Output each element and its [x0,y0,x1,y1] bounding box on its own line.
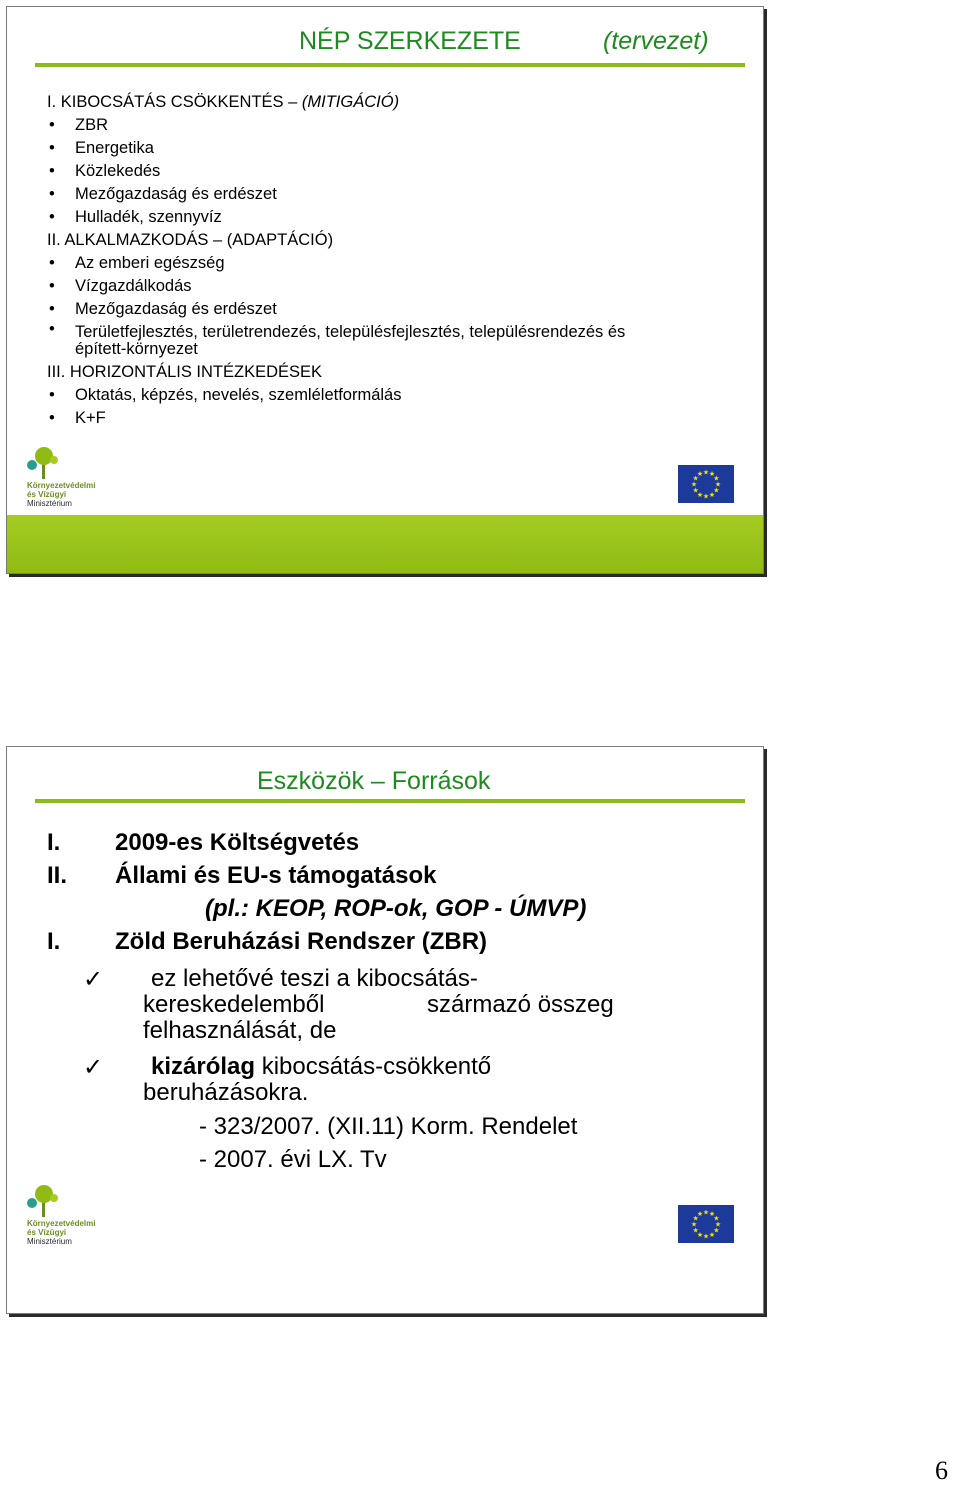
title-divider [35,63,745,67]
list-number: II. [47,862,68,889]
check-item-text: beruházásokra. [143,1079,309,1106]
eu-star-icon: ★ [692,475,699,483]
list-item: • Vízgazdálkodás [47,275,625,298]
logo-text: Környezetvédelmi [27,1219,96,1228]
list-item: • Hulladék, szennyvíz [47,206,625,229]
eu-star-icon: ★ [696,1231,704,1239]
slide-nep-szerkezete [6,6,764,574]
check-item-text: ez lehetővé teszi a kibocsátás- [151,965,478,992]
eu-flag-icon [678,1205,734,1243]
eu-star-icon: ★ [692,1215,699,1223]
eu-star-icon: ★ [714,481,722,489]
slide-title: Eszközök – Források [257,767,491,795]
eu-star-icon: ★ [696,1211,704,1219]
eu-star-icon: ★ [713,487,720,495]
eu-star-icon: ★ [696,471,704,479]
list-item: Állami és EU-s támogatások [115,862,437,889]
footer-band [7,515,763,573]
list-subitem: (pl.: KEOP, ROP-ok, GOP - ÚMVP) [205,895,587,922]
eu-star-icon: ★ [713,475,720,483]
section-heading: I. KIBOCSÁTÁS CSÖKKENTÉS – (MITIGÁCIÓ) [47,93,400,111]
list-number: I. [47,829,61,856]
eu-star-icon: ★ [702,1209,710,1217]
reference-text: - 323/2007. (XII.11) Korm. Rendelet [199,1113,578,1140]
title-divider [35,799,745,803]
tree-logo-icon [25,445,107,479]
checkmark-icon: ✓ [83,1054,104,1081]
ministry-logo [25,1183,107,1247]
list-item: • Oktatás, képzés, nevelés, szemléletformálás [47,384,625,407]
list-item: • Közlekedés [47,160,625,183]
eu-star-icon: ★ [708,1231,716,1239]
list-item: • Területfejlesztés, területrendezés, településfejlesztés, településrendezés és épített-környezet [47,321,625,361]
eu-star-icon: ★ [713,1215,720,1223]
list-item: • Az emberi egészség [47,252,625,275]
eu-star-icon: ★ [702,493,710,501]
slide-body [47,91,625,430]
logo-text: Környezetvédelmi [27,481,96,490]
slide-title: NÉP SZERKEZETE [299,27,521,55]
list-item: • Mezőgazdaság és erdészet [47,298,625,321]
eu-star-icon: ★ [690,481,698,489]
logo-text: Minisztérium [27,499,72,508]
logo-text: és Vízügyi [27,490,67,499]
eu-star-icon: ★ [708,471,716,479]
eu-star-icon: ★ [696,491,704,499]
list-number: I. [47,928,61,955]
eu-flag-icon [678,465,734,503]
check-item-text: kizárólag kibocsátás-csökkentő [151,1053,492,1080]
logo-text: Minisztérium [27,1237,72,1246]
list-item: • K+F [47,407,625,430]
list-item: Zöld Beruházási Rendszer (ZBR) [115,928,488,955]
logo-text: és Vízügyi [27,1228,67,1237]
eu-star-icon: ★ [708,1211,716,1219]
section-heading: III. HORIZONTÁLIS INTÉZKEDÉSEK [47,363,323,381]
eu-star-icon: ★ [708,491,716,499]
eu-star-icon: ★ [692,487,699,495]
reference-text: - 2007. évi LX. Tv [199,1146,387,1173]
section-heading: II. ALKALMAZKODÁS – (ADAPTÁCIÓ) [47,231,334,249]
eu-star-icon: ★ [713,1227,720,1235]
check-item-text: származó összeg [427,991,614,1018]
eu-star-icon: ★ [714,1221,722,1229]
check-item-text: kereskedelemből [143,991,325,1018]
list-item: • Energetika [47,137,625,160]
tree-logo-icon [25,1183,107,1217]
checkmark-icon: ✓ [83,966,104,993]
eu-star-icon: ★ [702,1233,710,1241]
list-item: • ZBR [47,114,625,137]
list-item: 2009-es Költségvetés [115,829,360,856]
eu-star-icon: ★ [692,1227,699,1235]
ministry-logo [25,445,107,509]
list-item: • Mezőgazdaság és erdészet [47,183,625,206]
page-number: 6 [935,1456,948,1485]
eu-star-icon: ★ [702,469,710,477]
slide-title-suffix: (tervezet) [603,27,709,55]
check-item-text: felhasználását, de [143,1017,337,1044]
slide-eszkozok-forrasok [6,746,764,1314]
eu-star-icon: ★ [690,1221,698,1229]
